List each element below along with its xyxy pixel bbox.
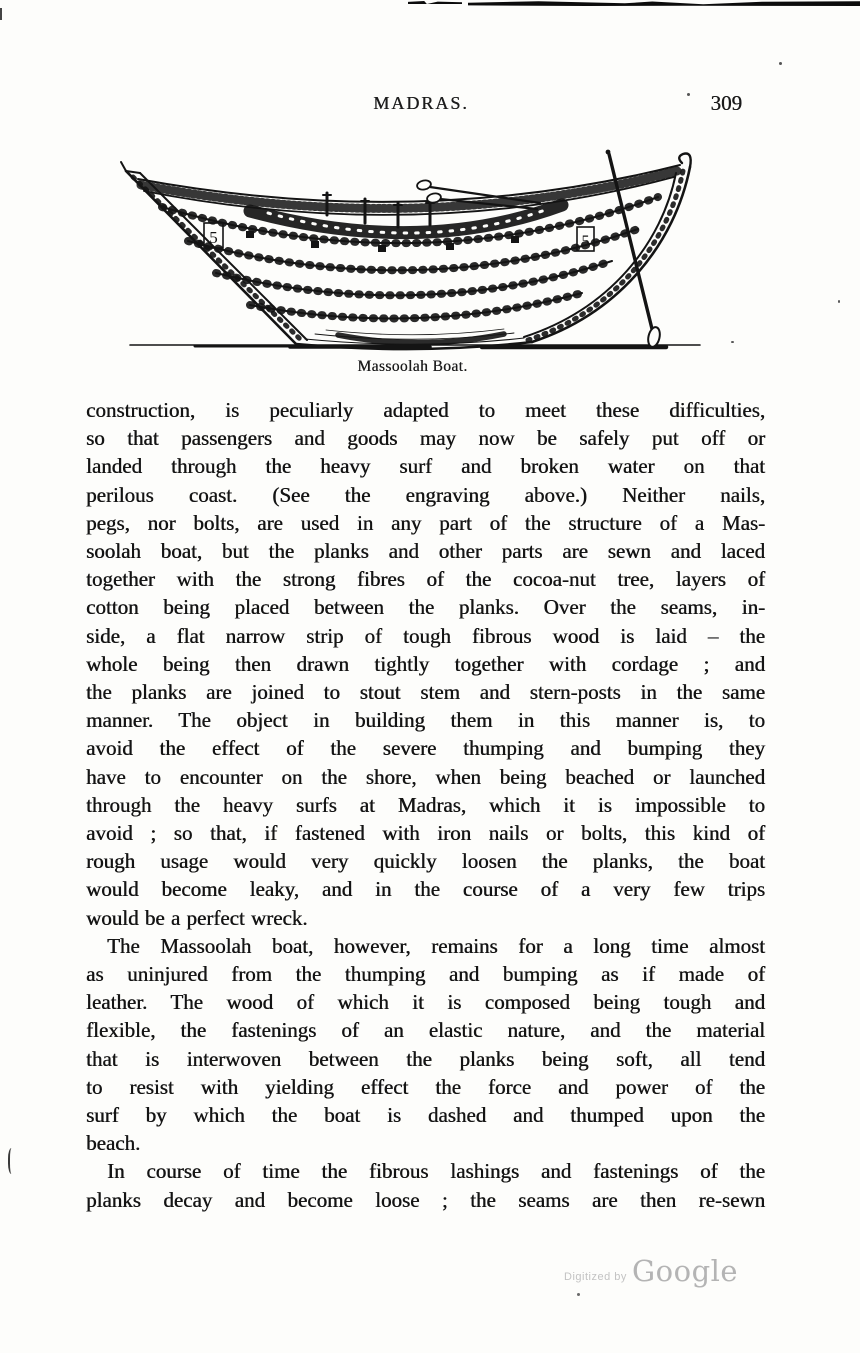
text-line: to resist with yielding effect the force and power of the	[86, 1074, 765, 1099]
text-line: so that passengers and goods may now be safely put off or	[86, 426, 765, 451]
text-line: would become leaky, and in the course of a very few trips	[86, 877, 765, 902]
page-number: 309	[710, 91, 742, 115]
text-line: avoid ; so that, if fastened with iron nails or bolts, this kind of	[86, 821, 765, 846]
scan-artifact-top-streak	[468, 0, 860, 6]
text-line: perilous coast. (See the engraving above.) Neither nails,	[86, 482, 765, 507]
text-line: rough usage would very quickly loosen the planks, the boat	[86, 849, 765, 874]
scan-speck	[731, 341, 734, 343]
running-head-title: MADRAS.	[373, 93, 469, 113]
text-line: In course of time the fibrous lashings and fastenings of the	[107, 1159, 765, 1184]
watermark-prefix: Digitized by	[564, 1271, 627, 1283]
massoolah-boat-engraving	[100, 143, 725, 358]
text-line: would be a perfect wreck.	[86, 905, 308, 930]
text-line: together with the strong fibres of the cocoa-nut tree, layers of	[86, 567, 765, 592]
text-line: that is interwoven between the planks being soft, all tend	[86, 1046, 765, 1071]
body-text	[86, 396, 765, 1214]
scan-speck	[577, 1293, 580, 1296]
text-line: avoid the effect of the severe thumping and bumping they	[86, 736, 765, 761]
text-line: leather. The wood of which it is composed being tough and	[86, 990, 765, 1015]
text-line: whole being then drawn tightly together with cordage ; and	[86, 651, 765, 676]
text-line: have to encounter on the shore, when being beached or launched	[86, 764, 765, 789]
boat-illustration	[100, 143, 725, 358]
text-line: the planks are joined to stout stem and stern-posts in the same	[86, 680, 765, 705]
text-line: The Massoolah boat, however, remains for a long time almost	[107, 933, 765, 958]
text-line: cotton being placed between the planks. Over the seams, in-	[86, 595, 765, 620]
text-line: surf by which the boat is dashed and thumped upon the	[86, 1103, 765, 1128]
google-logo: Google	[632, 1254, 739, 1288]
gunwale	[138, 165, 680, 215]
text-line: construction, is peculiarly adapted to meet these difficulties,	[86, 398, 765, 422]
text-line: flexible, the fastenings of an elastic nature, and the material	[86, 1018, 765, 1043]
text-line: pegs, nor bolts, are used in any part of the structure of a Mas-	[86, 510, 765, 535]
text-line: soolah boat, but the planks and other parts are sewn and laced	[86, 539, 765, 564]
text-line: as uninjured from the thumping and bumping as if made of	[86, 962, 765, 987]
marker-right-label: 5	[581, 233, 590, 250]
figure-caption: Massoolah Boat.	[357, 358, 468, 375]
text-line: side, a flat narrow strip of tough fibrous wood is laid – the	[86, 623, 765, 648]
google-books-watermark	[556, 1256, 756, 1296]
scan-speck	[779, 62, 782, 65]
scan-artifact-top-dash	[408, 1, 462, 4]
marker-left-label: 5	[209, 228, 218, 247]
text-line: through the heavy surfs at Madras, which it is impossible to	[86, 792, 765, 817]
scan-artifact-edge-tick	[0, 8, 2, 20]
text-line: beach.	[86, 1131, 141, 1156]
scan-speck	[838, 300, 840, 303]
text-line: landed through the heavy surf and broken water on that	[86, 454, 765, 479]
text-line: planks decay and become loose ; the seams are then re-sewn	[86, 1187, 765, 1212]
scan-artifact-edge-bracket	[8, 1148, 15, 1174]
text-line: manner. The object in building them in this manner is, to	[86, 708, 765, 733]
